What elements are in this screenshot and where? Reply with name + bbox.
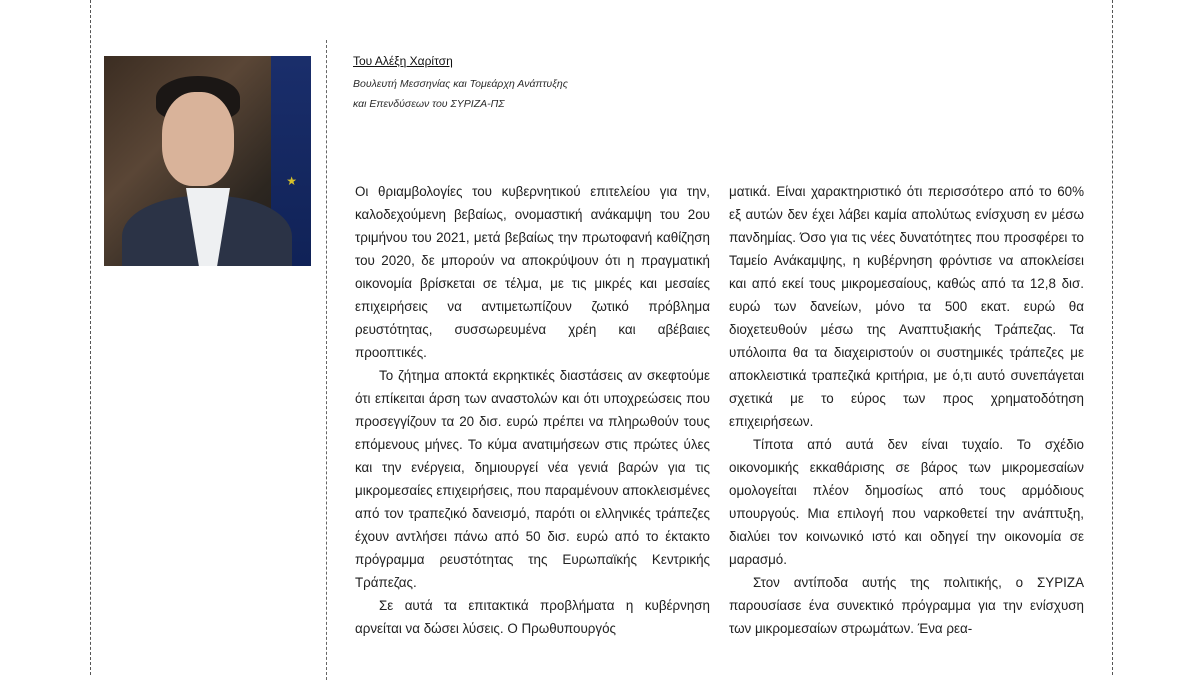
paragraph: Το ζήτημα αποκτά εκρηκτικές διαστάσεις αν σκεφτούμε ότι επίκειται άρση των αναστολών και ότι υποχρεώσεις που προσεγγίζουν τα 20 δισ. ευρώ πρέπει να πληρωθούν τους επόμενους μήνες. Το κύμα ανατιμήσεων στις πρώτες ύλες και την ενέργεια, δημιουργεί νέα γενιά βαρών για τις μικρομεσαίες επιχειρήσεις, που παραμένουν αποκλεισμένες από τον τραπεζικό δανεισμό, παρότι οι ελληνικές τράπεζες έχουν αντλήσει πάνω από 50 δισ. ευρώ από το έκτακτο πρόγραμμα ρευστότητας της Ευρωπαϊκής Κεντρικής Τράπεζας.	[355, 368, 710, 590]
article-column-1	[355, 180, 710, 640]
author-role-line-1: Βουλευτή Μεσσηνίας και Τομεάρχη Ανάπτυξης	[353, 78, 568, 90]
article-column-2	[729, 180, 1084, 640]
paragraph: ματικά. Είναι χαρακτηριστικό ότι περισσότερο από το 60% εξ αυτών δεν έχει λάβει καμία απολύτως ενίσχυση εν μέσω πανδημίας. Όσο για τις νέες δυνατότητες που προσφέρει το Ταμείο Ανάκαμψης, η κυβέρνηση φρόντισε να αποκλείσει και από εκεί τους μικρομεσαίους, καθώς από τα 12,8 δισ. ευρώ των δανείων, μόνο τα 500 εκατ. ευρώ θα διοχετευθούν μέσω της Αναπτυξιακής Τράπεζας. Τα υπόλοιπα θα τα διαχειριστούν οι συστημικές τράπεζες με αποκλειστικά τραπεζικά κριτήρια, με ό,τι αυτό συνεπάγεται σχετικά με το εύρος των προς χρηματοδότηση επιχειρήσεων.	[729, 184, 1084, 429]
author-name: Του Αλέξη Χαρίτση	[353, 54, 453, 68]
author-role-line-2: και Επενδύσεων του ΣΥΡΙΖΑ-ΠΣ	[353, 98, 505, 110]
face-shape	[162, 92, 234, 186]
page-edge-left	[90, 0, 91, 675]
author-role	[353, 74, 653, 114]
author-block	[353, 54, 653, 114]
column-divider	[326, 40, 327, 680]
paragraph: Σε αυτά τα επιτακτικά προβλήματα η κυβέρνηση αρνείται να δώσει λύσεις. Ο Πρωθυπουργός	[355, 598, 710, 636]
paragraph: Τίποτα από αυτά δεν είναι τυχαίο. Το σχέδιο οικονομικής εκκαθάρισης σε βάρος των μικρομεσαίων ομολογείται πλέον δημοσίως από τους αρμόδιους υπουργούς. Μια επιλογή που ναρκοθετεί την ανάπτυξη, διαλύει τον κοινωνικό ιστό και οδηγεί την οικονομία σε μαρασμό.	[729, 437, 1084, 567]
paragraph: Οι θριαμβολογίες του κυβερνητικού επιτελείου για την, καλοδεχούμενη βεβαίως, ονομαστική ανάκαμψη του 2ου τριμήνου του 2021, μετά βεβαίως την πρωτοφανή καθίζηση του 2020, δε μπορούν να αποκρύψουν ότι η πραγματική οικονομία βρίσκεται σε τέλμα, με τις μικρές και μεσαίες επιχειρήσεις να αντιμετωπίζουν ζωτικό πρόβλημα ρευστότητας, συσσωρευμένα χρέη και αβέβαιες προοπτικές.	[355, 184, 710, 360]
page-edge-right	[1112, 0, 1113, 675]
star-icon: ★	[286, 174, 297, 188]
author-photo	[104, 56, 311, 266]
paragraph: Στον αντίποδα αυτής της πολιτικής, ο ΣΥΡΙΖΑ παρουσίασε ένα συνεκτικό πρόγραμμα για την ενίσχυση των μικρομεσαίων στρωμάτων. Ένα ρεα-	[729, 575, 1084, 636]
